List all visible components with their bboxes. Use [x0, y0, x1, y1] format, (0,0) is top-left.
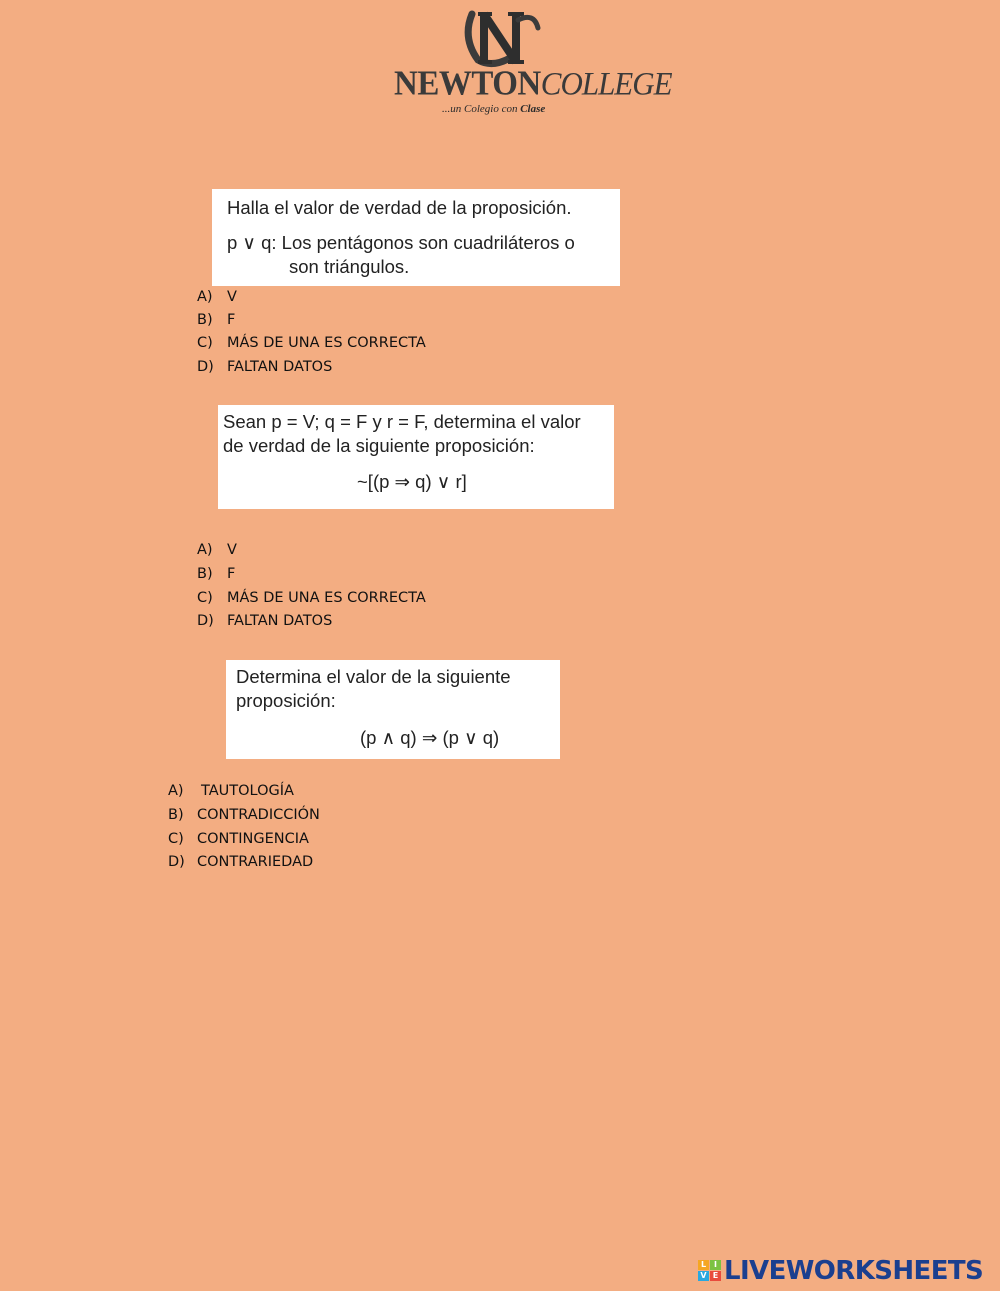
- school-tagline: ...un Colegio con Clase: [442, 103, 546, 115]
- brand-name: LIVEWORKSHEETS: [724, 1256, 984, 1286]
- school-name: NEWTONCOLLEGE: [394, 65, 672, 103]
- question-2-prompt-cont: de verdad de la siguiente proposición:: [223, 435, 535, 456]
- question-3-prompt-cont: proposición:: [236, 690, 336, 711]
- question-3-box: [226, 660, 560, 759]
- question-2-formula: ~[(p ⇒ q) ∨ r]: [357, 471, 467, 492]
- liveworksheets-brand[interactable]: [698, 1256, 994, 1286]
- question-1-box: [212, 189, 620, 286]
- question-2-prompt: Sean p = V; q = F y r = F, determina el valor: [223, 411, 581, 432]
- question-1-prompt: Halla el valor de verdad de la proposición.: [227, 197, 572, 218]
- question-1-proposition: p ∨ q: Los pentágonos son cuadriláteros o: [227, 232, 575, 253]
- question-3-formula: (p ∧ q) ⇒ (p ∨ q): [360, 727, 500, 748]
- question-1-proposition-cont: son triángulos.: [289, 256, 410, 277]
- question-2-box: [218, 405, 614, 509]
- question-3-prompt: Determina el valor de la siguiente: [236, 666, 511, 687]
- liveworksheets-logo-icon: L I V E: [698, 1260, 722, 1282]
- school-logo: [380, 8, 672, 118]
- nc-monogram-icon: [458, 8, 542, 68]
